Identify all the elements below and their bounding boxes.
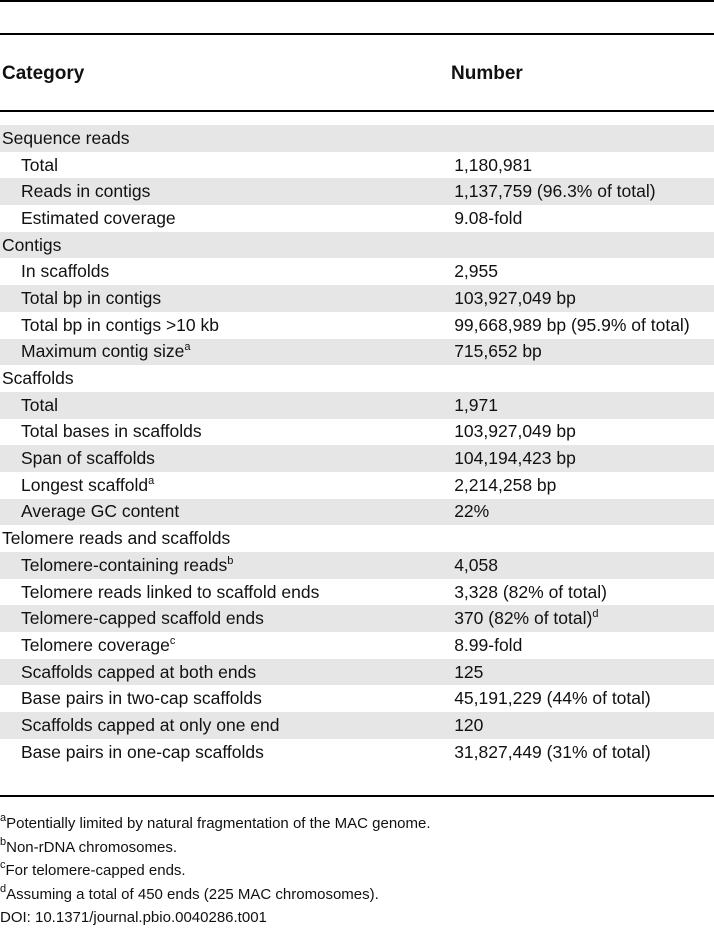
table-row bbox=[0, 605, 714, 632]
row-label bbox=[0, 339, 454, 366]
row-label-text: Base pairs in two-cap scaffolds bbox=[21, 688, 262, 709]
footnote bbox=[0, 812, 714, 836]
row-value-text: 120 bbox=[454, 714, 484, 735]
table-row bbox=[0, 312, 714, 339]
row-value bbox=[454, 472, 714, 499]
section-row bbox=[0, 125, 714, 152]
row-value-text: 99,668,989 bp (95.9% of total) bbox=[454, 314, 690, 335]
row-value-text: 31,827,449 (31% of total) bbox=[454, 741, 651, 762]
table-row bbox=[0, 739, 714, 766]
row-value bbox=[454, 178, 714, 205]
row-value bbox=[454, 739, 714, 766]
row-label bbox=[0, 499, 454, 526]
row-label-text: Telomere-containing reads bbox=[21, 554, 228, 575]
row-value-text: 1,971 bbox=[454, 394, 498, 415]
table-row bbox=[0, 178, 714, 205]
row-value bbox=[454, 552, 714, 579]
row-value bbox=[454, 312, 714, 339]
row-label-text: Base pairs in one-cap scaffolds bbox=[21, 741, 264, 762]
table-row bbox=[0, 659, 714, 686]
row-label bbox=[0, 312, 454, 339]
row-value bbox=[454, 632, 714, 659]
row-value bbox=[454, 712, 714, 739]
row-label-text: Total bbox=[21, 394, 58, 415]
row-label-text: Span of scaffolds bbox=[21, 448, 155, 469]
row-label-text: Contigs bbox=[2, 234, 62, 255]
row-value bbox=[454, 579, 714, 606]
row-label bbox=[0, 445, 454, 472]
category-header: Category bbox=[2, 63, 85, 84]
table-row bbox=[0, 712, 714, 739]
row-label bbox=[0, 579, 454, 606]
row-value-text: 2,214,258 bp bbox=[454, 474, 557, 495]
row-value bbox=[454, 499, 714, 526]
table-row bbox=[0, 419, 714, 446]
footnote-mark: d bbox=[0, 882, 7, 895]
row-value-text: 125 bbox=[454, 661, 484, 682]
row-label-text: In scaffolds bbox=[21, 261, 110, 282]
table-row bbox=[0, 152, 714, 179]
row-value bbox=[454, 525, 714, 552]
row-label bbox=[0, 285, 454, 312]
row-value bbox=[454, 685, 714, 712]
row-value-text: 2,955 bbox=[454, 261, 498, 282]
row-label-text: Longest scaffold bbox=[21, 474, 149, 495]
section-label bbox=[0, 525, 454, 552]
table-row bbox=[0, 552, 714, 579]
row-value-text: 1,180,981 bbox=[454, 154, 533, 175]
footnote-marker: d bbox=[592, 608, 599, 621]
row-label bbox=[0, 739, 454, 766]
row-label bbox=[0, 605, 454, 632]
section-row bbox=[0, 232, 714, 259]
row-value bbox=[454, 152, 714, 179]
row-label-text: Scaffolds capped at only one end bbox=[21, 714, 280, 735]
row-label bbox=[0, 552, 454, 579]
footnote bbox=[0, 859, 714, 883]
section-label bbox=[0, 232, 454, 259]
row-value-text: 103,927,049 bp bbox=[454, 287, 576, 308]
row-label bbox=[0, 685, 454, 712]
section-label bbox=[0, 125, 454, 152]
row-value bbox=[454, 285, 714, 312]
table-row bbox=[0, 632, 714, 659]
row-label-text: Reads in contigs bbox=[21, 181, 151, 202]
top-rule bbox=[0, 0, 714, 2]
table-bottom-rule bbox=[0, 795, 714, 797]
row-label bbox=[0, 472, 454, 499]
data-table bbox=[0, 125, 714, 766]
row-value-text: 22% bbox=[454, 501, 490, 522]
doi-text: DOI: 10.1371/journal.pbio.0040286.t001 bbox=[0, 909, 267, 926]
row-label bbox=[0, 392, 454, 419]
footnote-mark: b bbox=[0, 835, 7, 848]
table-row bbox=[0, 472, 714, 499]
table-row bbox=[0, 499, 714, 526]
row-value-text: 1,137,759 (96.3% of total) bbox=[454, 181, 656, 202]
footnote-mark: c bbox=[0, 859, 6, 871]
footnote bbox=[0, 883, 714, 907]
row-value-text: 104,194,423 bp bbox=[454, 448, 576, 469]
row-label bbox=[0, 419, 454, 446]
row-label-text: Total bp in contigs >10 kb bbox=[21, 314, 219, 335]
table-row bbox=[0, 685, 714, 712]
row-value-text: 8.99-fold bbox=[454, 634, 523, 655]
footnote bbox=[0, 836, 714, 860]
table-row bbox=[0, 285, 714, 312]
row-label-text: Total bp in contigs bbox=[21, 287, 162, 308]
table-row bbox=[0, 445, 714, 472]
row-value bbox=[454, 419, 714, 446]
row-value bbox=[454, 659, 714, 686]
row-value bbox=[454, 445, 714, 472]
row-value bbox=[454, 339, 714, 366]
table-row bbox=[0, 205, 714, 232]
section-label bbox=[0, 365, 454, 392]
row-value-text: 370 (82% of total) bbox=[454, 608, 593, 629]
row-value-text: 4,058 bbox=[454, 554, 498, 575]
row-value bbox=[454, 258, 714, 285]
row-label-text: Maximum contig size bbox=[21, 341, 185, 362]
row-label-text: Scaffolds bbox=[2, 368, 74, 389]
row-label bbox=[0, 258, 454, 285]
row-value-text: 45,191,229 (44% of total) bbox=[454, 688, 651, 709]
footnote-marker: a bbox=[148, 474, 155, 487]
row-label-text: Scaffolds capped at both ends bbox=[21, 661, 257, 682]
table-row bbox=[0, 579, 714, 606]
row-label bbox=[0, 632, 454, 659]
footnote-marker: c bbox=[169, 634, 176, 647]
row-value bbox=[454, 605, 714, 632]
row-value bbox=[454, 125, 714, 152]
row-label-text: Telomere coverage bbox=[21, 634, 170, 655]
row-value-text: 715,652 bp bbox=[454, 341, 542, 362]
row-value-text: 9.08-fold bbox=[454, 207, 523, 228]
row-value bbox=[454, 205, 714, 232]
row-label-text: Telomere reads linked to scaffold ends bbox=[21, 581, 320, 602]
footnote-mark: a bbox=[0, 812, 7, 824]
footnote-text: For telomere-capped ends. bbox=[5, 862, 186, 879]
row-label bbox=[0, 205, 454, 232]
row-label-text: Total bases in scaffolds bbox=[21, 421, 202, 442]
row-label-text: Telomere reads and scaffolds bbox=[2, 528, 231, 549]
row-label-text: Estimated coverage bbox=[21, 207, 176, 228]
header-gap bbox=[0, 112, 714, 125]
footnote-marker: b bbox=[227, 554, 234, 567]
row-label bbox=[0, 178, 454, 205]
row-label bbox=[0, 152, 454, 179]
row-label bbox=[0, 712, 454, 739]
row-label bbox=[0, 659, 454, 686]
row-label-text: Average GC content bbox=[21, 501, 180, 522]
row-value bbox=[454, 365, 714, 392]
table-header bbox=[0, 35, 714, 110]
footnote-marker: a bbox=[184, 341, 191, 354]
row-value bbox=[454, 232, 714, 259]
footnote-text: Assuming a total of 450 ends (225 MAC chromosomes). bbox=[6, 885, 379, 903]
row-label-text: Sequence reads bbox=[2, 127, 130, 148]
table-row bbox=[0, 339, 714, 366]
row-value bbox=[454, 392, 714, 419]
row-value-text: 103,927,049 bp bbox=[454, 421, 576, 442]
row-label-text: Telomere-capped scaffold ends bbox=[21, 608, 264, 629]
footnotes bbox=[0, 812, 714, 930]
table-row bbox=[0, 258, 714, 285]
footnote-text: Non-rDNA chromosomes. bbox=[6, 838, 178, 856]
row-label-text: Total bbox=[21, 154, 58, 175]
row-value-text: 3,328 (82% of total) bbox=[454, 581, 607, 602]
table-row bbox=[0, 392, 714, 419]
section-row bbox=[0, 525, 714, 552]
footnote-text: Potentially limited by natural fragmentation of the MAC genome. bbox=[6, 815, 431, 832]
section-row bbox=[0, 365, 714, 392]
number-header: Number bbox=[451, 63, 523, 84]
